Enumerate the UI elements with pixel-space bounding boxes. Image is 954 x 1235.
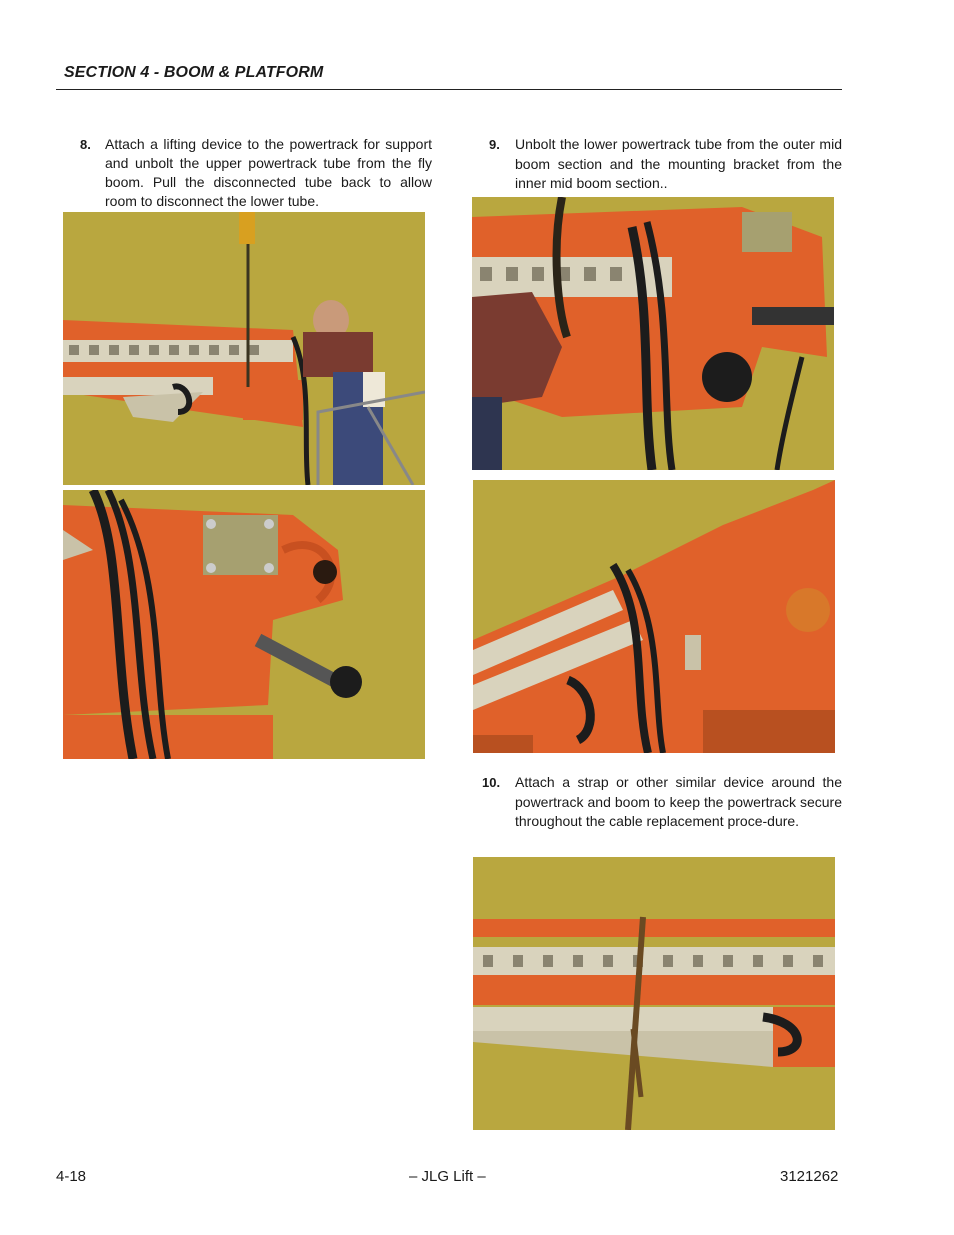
step-9 xyxy=(489,135,842,194)
footer-publisher: – JLG Lift – xyxy=(409,1168,486,1185)
document-number: 3121262 xyxy=(780,1168,839,1185)
photo-lower-powertrack-tube xyxy=(472,197,834,470)
step-text: Unbolt the lower powertrack tube from the outer mid boom section and the mounting bracket from the inner mid boom section.. xyxy=(515,136,842,191)
step-text: Attach a strap or other similar device around the powertrack and boom to keep the powertrack secure throughout the cable replacement proce-dure. xyxy=(515,774,842,829)
step-number: 10. xyxy=(482,775,501,790)
section-title: SECTION 4 - BOOM & PLATFORM xyxy=(64,64,324,81)
step-number: 8. xyxy=(80,137,91,152)
photo-mid-boom-bracket xyxy=(473,480,835,753)
header-divider xyxy=(56,89,842,90)
step-10 xyxy=(482,773,842,832)
photo-fly-boom-closeup xyxy=(63,490,425,759)
page-number: 4-18 xyxy=(56,1168,87,1185)
step-8 xyxy=(80,135,432,211)
step-text: Attach a lifting device to the powertrack for support and unbolt the upper powertrack tube from the fly boom. Pull the disconnected tube back to allow room to disconnect the lower tube. xyxy=(105,136,432,209)
photo-lifting-device-powertrack xyxy=(63,212,425,485)
photo-strap-around-powertrack xyxy=(473,857,835,1130)
step-number: 9. xyxy=(489,137,500,152)
